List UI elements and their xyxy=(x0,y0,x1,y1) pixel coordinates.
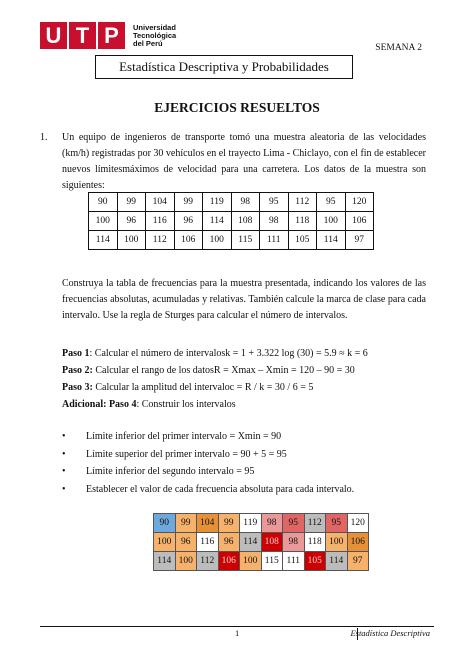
colored-cell: 99 xyxy=(218,514,240,533)
colored-cell: 98 xyxy=(283,533,305,552)
bullet-icon: • xyxy=(62,466,66,477)
colored-frequency-table xyxy=(153,513,369,571)
bullet-item xyxy=(62,481,432,499)
logo-text-line: Tecnológica xyxy=(133,30,177,40)
table-row xyxy=(89,212,374,231)
course-title: Estadística Descriptiva y Probabilidades xyxy=(95,55,353,79)
colored-cell: 108 xyxy=(261,533,283,552)
logo-text-line: Universidad xyxy=(133,22,176,32)
step-label: Paso 3: xyxy=(62,382,93,393)
table-cell: 106 xyxy=(345,212,374,231)
bullet-text: Límite inferior del segundo intervalo = 95 xyxy=(86,466,255,477)
table-cell: 119 xyxy=(203,193,232,212)
colored-cell: 106 xyxy=(218,552,240,571)
step-label: Adicional: Paso 4 xyxy=(62,399,137,410)
instructions-text: Construya la tabla de frecuencias para la muestra presentada, indicando los valores de las frecuencias absolutas, acumuladas y relativas. También calcule la marca de clase para cada intervalo. Use la regla de Sturges para calcular el número de intervalos. xyxy=(62,278,426,321)
table-row xyxy=(154,533,369,552)
table-cell: 100 xyxy=(203,231,232,250)
bullet-item xyxy=(62,428,432,446)
colored-cell: 90 xyxy=(154,514,176,533)
page-footer xyxy=(40,628,434,640)
table-cell: 96 xyxy=(117,212,146,231)
table-cell: 114 xyxy=(203,212,232,231)
bullet-item xyxy=(62,463,432,481)
page-number: 1 xyxy=(235,628,240,638)
footer-course-name: Estadística Descriptiva xyxy=(350,628,430,638)
colored-cell: 114 xyxy=(240,533,262,552)
data-table-wrapper xyxy=(88,192,374,250)
logo-letter-u: U xyxy=(40,22,67,49)
step-item xyxy=(62,396,432,413)
colored-cell: 98 xyxy=(261,514,283,533)
table-cell: 112 xyxy=(146,231,175,250)
table-cell: 96 xyxy=(174,212,203,231)
steps-list xyxy=(62,345,432,413)
instructions xyxy=(40,276,426,324)
table-cell: 95 xyxy=(317,193,346,212)
step-text: Calcular la amplitud del intervaloc = R / k = 30 / 6 = 5 xyxy=(92,382,314,393)
colored-cell: 95 xyxy=(283,514,305,533)
problem-statement xyxy=(40,130,426,194)
table-cell: 108 xyxy=(231,212,260,231)
colored-cell: 112 xyxy=(197,552,219,571)
week-label: SEMANA 2 xyxy=(375,43,422,53)
colored-cell: 96 xyxy=(218,533,240,552)
interval-bullets xyxy=(62,428,432,498)
colored-cell: 119 xyxy=(240,514,262,533)
bullet-icon: • xyxy=(62,448,66,460)
table-cell: 106 xyxy=(174,231,203,250)
colored-cell: 116 xyxy=(197,533,219,552)
table-cell: 100 xyxy=(89,212,118,231)
data-table xyxy=(88,192,374,250)
logo-letter-p: P xyxy=(98,22,125,49)
logo-letter-t: T xyxy=(69,22,96,49)
colored-cell: 100 xyxy=(175,552,197,571)
table-cell: 99 xyxy=(117,193,146,212)
colored-cell: 115 xyxy=(261,552,283,571)
step-item xyxy=(62,362,432,379)
step-label: Paso 1 xyxy=(62,348,90,359)
bullet-icon: • xyxy=(62,431,66,442)
table-cell: 114 xyxy=(89,231,118,250)
table-cell: 105 xyxy=(288,231,317,250)
colored-cell: 106 xyxy=(347,533,369,552)
colored-table-wrapper xyxy=(153,513,369,571)
colored-cell: 100 xyxy=(326,533,348,552)
colored-cell: 100 xyxy=(240,552,262,571)
colored-cell: 114 xyxy=(154,552,176,571)
step-label: Paso 2: xyxy=(62,365,93,376)
bullet-text: Establecer el valor de cada frecuencia absoluta para cada intervalo. xyxy=(86,483,355,495)
colored-cell: 97 xyxy=(347,552,369,571)
step-text: : Calcular el número de intervalosk = 1 + 3.322 log (30) = 5.9 ≈ k = 6 xyxy=(89,348,368,359)
colored-cell: 96 xyxy=(175,533,197,552)
table-cell: 116 xyxy=(146,212,175,231)
footer-divider xyxy=(40,626,434,627)
table-cell: 120 xyxy=(345,193,374,212)
step-text: Calcular el rango de los datosR = Xmax – Xmin = 120 – 90 = 30 xyxy=(92,365,355,376)
colored-cell: 104 xyxy=(197,514,219,533)
colored-cell: 118 xyxy=(304,533,326,552)
table-cell: 98 xyxy=(231,193,260,212)
table-cell: 115 xyxy=(231,231,260,250)
table-cell: 111 xyxy=(260,231,289,250)
step-item xyxy=(62,379,432,396)
colored-cell: 100 xyxy=(154,533,176,552)
colored-cell: 111 xyxy=(283,552,305,571)
table-row xyxy=(89,193,374,212)
bullet-item xyxy=(62,446,432,464)
table-row xyxy=(154,552,369,571)
problem-text: Un equipo de ingenieros de transporte tomó una muestra aleatoria de las velocidades (km/h) registradas por 30 vehículos en el trayecto Lima - Chiclayo, con el fin de establecer nuevos límitesmáximos de velocidad para una carretera. Los datos de la muestra son siguientes: xyxy=(62,132,426,191)
step-item xyxy=(62,345,432,362)
colored-cell: 99 xyxy=(175,514,197,533)
table-cell: 97 xyxy=(345,231,374,250)
step-text: : Construir los intervalos xyxy=(136,399,236,410)
table-cell: 95 xyxy=(260,193,289,212)
utp-logo xyxy=(40,22,176,49)
table-cell: 114 xyxy=(317,231,346,250)
table-cell: 100 xyxy=(317,212,346,231)
table-row xyxy=(154,514,369,533)
table-cell: 104 xyxy=(146,193,175,212)
bullet-icon: • xyxy=(62,483,66,495)
colored-cell: 114 xyxy=(326,552,348,571)
table-cell: 90 xyxy=(89,193,118,212)
colored-cell: 95 xyxy=(326,514,348,533)
table-row xyxy=(89,231,374,250)
table-cell: 118 xyxy=(288,212,317,231)
table-cell: 112 xyxy=(288,193,317,212)
bullet-text: Límite inferior del primer intervalo = Xmin = 90 xyxy=(86,431,282,442)
colored-cell: 112 xyxy=(304,514,326,533)
logo-university-name xyxy=(133,24,176,48)
problem-number: 1. xyxy=(40,132,48,143)
colored-cell: 120 xyxy=(347,514,369,533)
table-cell: 100 xyxy=(117,231,146,250)
bullet-text: Límite superior del primer intervalo = 90 + 5 = 95 xyxy=(86,448,287,460)
logo-text-line: del Perú xyxy=(133,38,163,48)
table-cell: 99 xyxy=(174,193,203,212)
table-cell: 98 xyxy=(260,212,289,231)
page-subtitle: EJERCICIOS RESUELTOS xyxy=(154,100,320,115)
colored-cell: 105 xyxy=(304,552,326,571)
